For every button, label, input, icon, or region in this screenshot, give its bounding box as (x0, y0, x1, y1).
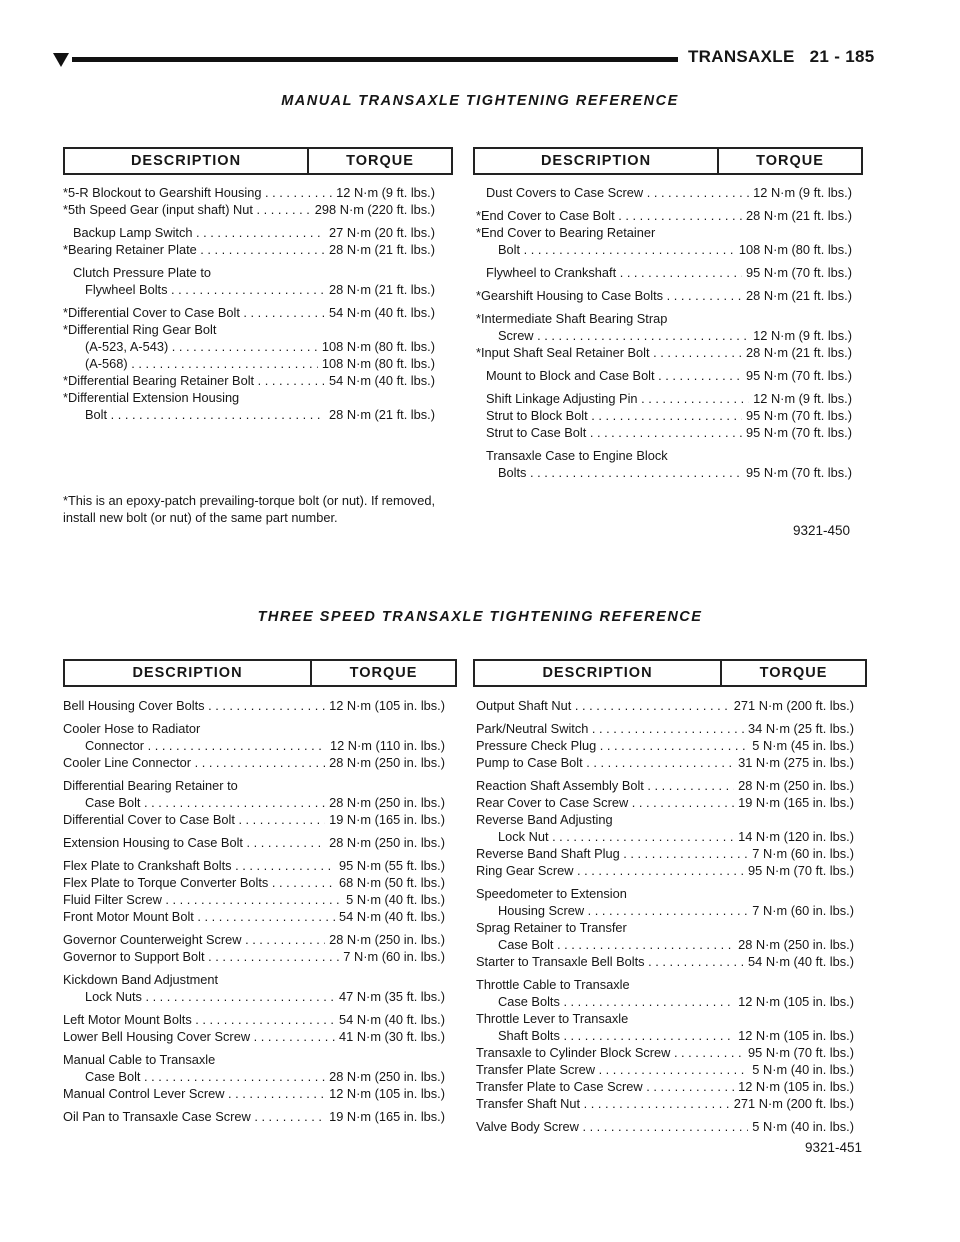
torque-item-description: (A-568) . . . (85, 355, 318, 372)
torque-item-description: Pump to Case Bolt . . . (476, 754, 734, 771)
torque-item-description: Case Bolt . . . (85, 794, 325, 811)
torque-value: 28 N·m (250 in. lbs.) (329, 1069, 445, 1084)
torque-value: 28 N·m (21 ft. lbs.) (329, 407, 435, 422)
torque-value: 19 N·m (165 in. lbs.) (329, 812, 445, 827)
torque-row (476, 390, 852, 407)
three-speed-right-table-header (473, 659, 867, 687)
torque-item-description: Strut to Case Bolt . . . (486, 424, 742, 441)
description-column-header: DESCRIPTION (65, 661, 312, 685)
description-column-header: DESCRIPTION (475, 661, 722, 685)
torque-item-description: Flex Plate to Crankshaft Bolts . . . (63, 857, 335, 874)
torque-column-header: TORQUE (756, 153, 824, 169)
torque-row (476, 697, 854, 714)
manual-left-torque-list (63, 184, 435, 423)
torque-value: 108 N·m (80 ft. lbs.) (321, 356, 435, 371)
torque-row (476, 1061, 854, 1078)
torque-value: 108 N·m (80 ft. lbs.) (738, 242, 852, 257)
torque-item-description: *5th Speed Gear (input shaft) Nut . . . (63, 201, 311, 218)
torque-row (63, 908, 445, 925)
torque-item-description: Lock Nut . . . (498, 828, 734, 845)
torque-row (63, 891, 445, 908)
torque-item-description: Valve Body Screw . . . (476, 1118, 748, 1135)
header-title: TRANSAXLE (688, 47, 795, 66)
torque-value: 28 N·m (21 ft. lbs.) (746, 208, 852, 223)
torque-row (63, 1108, 445, 1125)
torque-item-description: Front Motor Mount Bolt . . . (63, 908, 335, 925)
torque-item-description: Pressure Check Plug . . . (476, 737, 748, 754)
torque-item-description: Park/Neutral Switch . . . (476, 720, 744, 737)
torque-row (476, 993, 854, 1010)
torque-value: 95 N·m (70 ft. lbs.) (746, 265, 852, 280)
torque-value: 28 N·m (250 in. lbs.) (329, 932, 445, 947)
torque-value: 28 N·m (250 in. lbs.) (329, 795, 445, 810)
torque-row (476, 845, 854, 862)
torque-row (476, 953, 854, 970)
torque-item-description: Governor Counterweight Screw . . . (63, 931, 325, 948)
torque-row (63, 224, 435, 241)
torque-row (63, 1028, 445, 1045)
torque-value: 95 N·m (70 ft. lbs.) (746, 425, 852, 440)
torque-row (63, 794, 445, 811)
torque-item-description: *Differential Bearing Retainer Bolt . . . (63, 372, 325, 389)
torque-value: 28 N·m (21 ft. lbs.) (329, 242, 435, 257)
torque-row (476, 1078, 854, 1095)
torque-item-description: Reverse Band Shaft Plug . . . (476, 845, 748, 862)
torque-item-description: Governor to Support Bolt . . . (63, 948, 339, 965)
torque-item-description: *Bearing Retainer Plate . . . (63, 241, 325, 258)
torque-value: 7 N·m (60 in. lbs.) (752, 903, 854, 918)
page-number: 21 - 185 (809, 47, 875, 66)
torque-row (476, 1118, 854, 1135)
torque-item-description: Backup Lamp Switch . . . (73, 224, 325, 241)
torque-row (476, 1044, 854, 1061)
torque-row (63, 281, 435, 298)
torque-row (63, 338, 435, 355)
three-speed-left-torque-list (63, 697, 445, 1125)
torque-value: 28 N·m (21 ft. lbs.) (329, 282, 435, 297)
torque-value: 108 N·m (80 ft. lbs.) (321, 339, 435, 354)
torque-value: 28 N·m (250 in. lbs.) (738, 778, 854, 793)
torque-value: 54 N·m (40 ft. lbs.) (329, 373, 435, 388)
torque-value: 7 N·m (60 in. lbs.) (752, 846, 854, 861)
torque-item-description: Transfer Plate to Case Screw . . . (476, 1078, 734, 1095)
torque-item-description: Cooler Line Connector . . . (63, 754, 325, 771)
torque-row (63, 1011, 445, 1028)
torque-row (476, 424, 852, 441)
torque-value: 28 N·m (21 ft. lbs.) (746, 288, 852, 303)
torque-value: 271 N·m (200 ft. lbs.) (733, 1096, 854, 1111)
torque-row (63, 754, 445, 771)
torque-item-description: Lower Bell Housing Cover Screw . . . (63, 1028, 335, 1045)
torque-value: 28 N·m (250 in. lbs.) (329, 755, 445, 770)
torque-item-description: Extension Housing to Case Bolt . . . (63, 834, 325, 851)
group-label: Transaxle Case to Engine Block (486, 448, 668, 463)
torque-row (476, 902, 854, 919)
torque-row (476, 367, 852, 384)
torque-row (63, 834, 445, 851)
running-header (688, 47, 874, 67)
torque-item-description: Starter to Transaxle Bell Bolts . . . (476, 953, 744, 970)
torque-item-description: Differential Cover to Case Bolt . . . (63, 811, 325, 828)
torque-value: 54 N·m (40 ft. lbs.) (748, 954, 854, 969)
torque-row (63, 948, 445, 965)
torque-value: 12 N·m (105 in. lbs.) (329, 698, 445, 713)
torque-row (476, 264, 852, 281)
torque-row (63, 184, 435, 201)
group-label: *End Cover to Bearing Retainer (476, 225, 656, 240)
torque-row (63, 201, 435, 218)
torque-column-header: TORQUE (759, 665, 828, 681)
torque-item-description: Transfer Plate Screw . . . (476, 1061, 748, 1078)
header-rule (72, 57, 678, 62)
three-speed-section-title: THREE SPEED TRANSAXLE TIGHTENING REFERENCE (257, 609, 703, 625)
torque-value: 27 N·m (20 ft. lbs.) (329, 225, 435, 240)
torque-row (63, 1085, 445, 1102)
group-label: Differential Bearing Retainer to (63, 778, 238, 793)
torque-value: 12 N·m (9 ft. lbs.) (753, 391, 852, 406)
torque-item-description: Bolt . . . (85, 406, 325, 423)
group-label: Throttle Lever to Transaxle (476, 1011, 629, 1026)
torque-value: 12 N·m (110 in. lbs.) (330, 738, 445, 753)
torque-row (476, 407, 852, 424)
manual-section-title: MANUAL TRANSAXLE TIGHTENING REFERENCE (281, 93, 679, 109)
torque-row (63, 304, 435, 321)
torque-value: 12 N·m (105 in. lbs.) (738, 1028, 854, 1043)
torque-value: 34 N·m (25 ft. lbs.) (748, 721, 854, 736)
torque-value: 12 N·m (9 ft. lbs.) (753, 328, 852, 343)
torque-item-description: Bolts . . . (498, 464, 742, 481)
torque-item-description: Flywheel to Crankshaft . . . (486, 264, 742, 281)
torque-value: 95 N·m (70 ft. lbs.) (748, 1045, 854, 1060)
footnote (63, 492, 435, 526)
manual-right-table-header (473, 147, 863, 175)
torque-value: 12 N·m (9 ft. lbs.) (753, 185, 852, 200)
torque-item-description: *Gearshift Housing to Case Bolts . . . (476, 287, 742, 304)
group-label: *Differential Ring Gear Bolt (63, 322, 217, 337)
torque-row (63, 1068, 445, 1085)
torque-row (63, 697, 445, 714)
torque-value: 271 N·m (200 ft. lbs.) (733, 698, 854, 713)
description-column-header: DESCRIPTION (65, 149, 309, 173)
torque-value: 12 N·m (105 in. lbs.) (738, 1079, 854, 1094)
group-label: Sprag Retainer to Transfer (476, 920, 627, 935)
torque-row (63, 406, 435, 423)
torque-item-description: Dust Covers to Case Screw . . . (486, 184, 749, 201)
torque-value: 19 N·m (165 in. lbs.) (329, 1109, 445, 1124)
torque-item-description: Flex Plate to Torque Converter Bolts . . . (63, 874, 335, 891)
torque-column-header: TORQUE (346, 153, 414, 169)
torque-item-description: Bell Housing Cover Bolts . . . (63, 697, 325, 714)
torque-item-description: Case Bolts . . . (498, 993, 734, 1010)
torque-row (63, 988, 445, 1005)
torque-item-description: Flywheel Bolts . . . (85, 281, 325, 298)
torque-row (476, 828, 854, 845)
torque-row (63, 931, 445, 948)
torque-row (476, 794, 854, 811)
torque-item-description: (A-523, A-543) . . . (85, 338, 318, 355)
group-label: Speedometer to Extension (476, 886, 627, 901)
description-column-header: DESCRIPTION (475, 149, 719, 173)
torque-row (63, 857, 445, 874)
torque-value: 12 N·m (105 in. lbs.) (738, 994, 854, 1009)
torque-item-description: Mount to Block and Case Bolt . . . (486, 367, 742, 384)
figure-number: 9321-451 (805, 1140, 863, 1155)
torque-row (476, 936, 854, 953)
torque-row (476, 207, 852, 224)
group-label: *Intermediate Shaft Bearing Strap (476, 311, 668, 326)
torque-item-description: Bolt . . . (498, 241, 735, 258)
torque-item-description: *End Cover to Case Bolt . . . (476, 207, 742, 224)
torque-value: 95 N·m (70 ft. lbs.) (746, 368, 852, 383)
torque-value: 5 N·m (40 ft. lbs.) (346, 892, 445, 907)
manual-right-torque-list (476, 184, 852, 481)
torque-value: 19 N·m (165 in. lbs.) (738, 795, 854, 810)
torque-value: 68 N·m (50 ft. lbs.) (339, 875, 445, 890)
torque-row (476, 1095, 854, 1112)
footnote-line-2: install new bolt (or nut) of the same part number. (63, 510, 338, 525)
torque-item-description: Manual Control Lever Screw . . . (63, 1085, 325, 1102)
torque-value: 5 N·m (45 in. lbs.) (752, 738, 854, 753)
torque-row (476, 287, 852, 304)
torque-row (476, 344, 852, 361)
group-label: Throttle Cable to Transaxle (476, 977, 630, 992)
torque-item-description: Output Shaft Nut . . . (476, 697, 730, 714)
torque-row (63, 355, 435, 372)
group-label: *Differential Extension Housing (63, 390, 240, 405)
torque-item-description: Reaction Shaft Assembly Bolt . . . (476, 777, 734, 794)
torque-value: 54 N·m (40 ft. lbs.) (329, 305, 435, 320)
torque-value: 5 N·m (40 in. lbs.) (752, 1062, 854, 1077)
torque-row (63, 372, 435, 389)
torque-row (476, 327, 852, 344)
torque-row (476, 862, 854, 879)
torque-row (476, 241, 852, 258)
torque-row (476, 184, 852, 201)
torque-row (476, 754, 854, 771)
manual-left-table-header (63, 147, 453, 175)
torque-value: 12 N·m (9 ft. lbs.) (336, 185, 435, 200)
figure-number: 9321-450 (793, 523, 851, 538)
torque-row (476, 737, 854, 754)
torque-item-description: *Differential Cover to Case Bolt . . . (63, 304, 325, 321)
footnote-line-1: *This is an epoxy-patch prevailing-torque bolt (or nut). If removed, (63, 493, 435, 508)
torque-row (476, 777, 854, 794)
torque-item-description: *Input Shaft Seal Retainer Bolt . . . (476, 344, 742, 361)
torque-column-header: TORQUE (349, 665, 418, 681)
torque-row (476, 720, 854, 737)
group-label: Clutch Pressure Plate to (73, 265, 211, 280)
torque-item-description: Screw . . . (498, 327, 749, 344)
group-label: Reverse Band Adjusting (476, 812, 613, 827)
group-label: Cooler Hose to Radiator (63, 721, 201, 736)
header-triangle-icon (53, 53, 69, 67)
torque-value: 47 N·m (35 ft. lbs.) (339, 989, 445, 1004)
torque-item-description: Connector . . . (85, 737, 326, 754)
torque-value: 14 N·m (120 in. lbs.) (738, 829, 854, 844)
torque-value: 5 N·m (40 in. lbs.) (752, 1119, 854, 1134)
three-speed-left-table-header (63, 659, 457, 687)
torque-item-description: *5-R Blockout to Gearshift Housing . . . (63, 184, 332, 201)
torque-item-description: Fluid Filter Screw . . . (63, 891, 342, 908)
torque-value: 54 N·m (40 ft. lbs.) (339, 1012, 445, 1027)
torque-value: 54 N·m (40 ft. lbs.) (339, 909, 445, 924)
torque-value: 7 N·m (60 in. lbs.) (343, 949, 445, 964)
torque-row (63, 737, 445, 754)
torque-row (63, 811, 445, 828)
torque-value: 41 N·m (30 ft. lbs.) (339, 1029, 445, 1044)
torque-row (476, 464, 852, 481)
group-label: Kickdown Band Adjustment (63, 972, 219, 987)
torque-item-description: Ring Gear Screw . . . (476, 862, 744, 879)
torque-item-description: Rear Cover to Case Screw . . . (476, 794, 734, 811)
torque-item-description: Transaxle to Cylinder Block Screw . . . (476, 1044, 744, 1061)
torque-item-description: Shaft Bolts . . . (498, 1027, 734, 1044)
torque-value: 95 N·m (70 ft. lbs.) (748, 863, 854, 878)
torque-value: 28 N·m (21 ft. lbs.) (746, 345, 852, 360)
group-label: Manual Cable to Transaxle (63, 1052, 216, 1067)
torque-item-description: Shift Linkage Adjusting Pin . . . (486, 390, 749, 407)
torque-row (63, 241, 435, 258)
torque-item-description: Case Bolt . . . (498, 936, 734, 953)
torque-value: 95 N·m (55 ft. lbs.) (339, 858, 445, 873)
torque-value: 12 N·m (105 in. lbs.) (329, 1086, 445, 1101)
torque-value: 31 N·m (275 in. lbs.) (738, 755, 854, 770)
torque-item-description: Strut to Block Bolt . . . (486, 407, 742, 424)
torque-item-description: Transfer Shaft Nut . . . (476, 1095, 730, 1112)
three-speed-right-torque-list (476, 697, 854, 1135)
torque-item-description: Oil Pan to Transaxle Case Screw . . . (63, 1108, 325, 1125)
torque-item-description: Housing Screw . . . (498, 902, 748, 919)
torque-value: 28 N·m (250 in. lbs.) (738, 937, 854, 952)
torque-value: 298 N·m (220 ft. lbs.) (314, 202, 435, 217)
torque-row (476, 1027, 854, 1044)
torque-value: 95 N·m (70 ft. lbs.) (746, 465, 852, 480)
torque-row (63, 874, 445, 891)
torque-item-description: Lock Nuts . . . (85, 988, 335, 1005)
torque-value: 95 N·m (70 ft. lbs.) (746, 408, 852, 423)
torque-value: 28 N·m (250 in. lbs.) (329, 835, 445, 850)
torque-item-description: Case Bolt . . . (85, 1068, 325, 1085)
torque-item-description: Left Motor Mount Bolts . . . (63, 1011, 335, 1028)
